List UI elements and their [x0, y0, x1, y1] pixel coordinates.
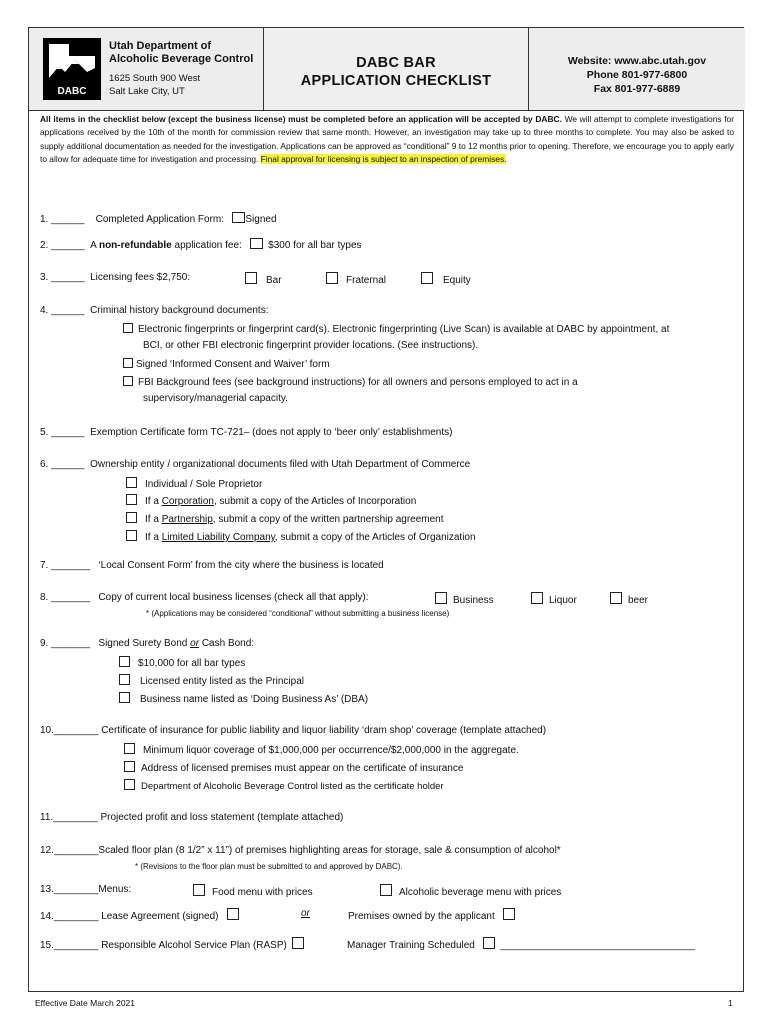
sub-label: Business name listed as ‘Doing Business As’ (DBA) — [140, 694, 369, 705]
item-number: 15.________ — [40, 940, 99, 951]
item-3 — [40, 272, 190, 284]
liquor-option — [531, 592, 577, 607]
sub-label: Individual / Sole Proprietor — [145, 479, 263, 490]
consent-checkbox[interactable] — [123, 358, 133, 368]
item-label: ‘Local Consent Form’ from the city where the business is located — [98, 560, 384, 571]
equity-option — [421, 272, 471, 287]
item-8 — [40, 592, 369, 604]
option-label: Fraternal — [346, 275, 387, 286]
item-label: Scaled floor plan (8 1/2” x 11”) of premises highlighting areas for storage, sale & consumption of alcohol* — [98, 845, 561, 856]
sub-label-underlined: Limited Liability Company — [161, 532, 275, 543]
intro-bold: All items in the checklist below (except the business license) must be completed before an application will be accepted by DABC. — [40, 114, 562, 124]
item-label: Copy of current local business licenses (check all that apply): — [98, 592, 369, 603]
item-label: Completed Application Form: — [95, 214, 225, 225]
alcohol-menu-checkbox[interactable] — [380, 884, 392, 896]
sub-label-post: , submit a copy of the Articles of Incorporation — [213, 496, 417, 507]
intro-body: We will attempt to complete investigations for applications received by the 10th of the month for commission review that same month. However, an investigation may take up to three months to complete. You may also be asked to supply additional documentation as needed for the investigation. Applications can be approved as “conditional” 9 to 12 months prior to opening. Therefore, we encourage you to apply early to allow for adequate time for investigation and processing. — [40, 114, 734, 165]
org-name — [109, 40, 253, 66]
fbi-fees-checkbox[interactable] — [123, 376, 133, 386]
liquor-checkbox[interactable] — [531, 592, 543, 604]
item-14 — [40, 908, 244, 923]
item-number: 3. ______ — [40, 272, 85, 283]
item-label: Lease Agreement (signed) — [101, 911, 219, 922]
beer-option — [610, 592, 648, 607]
item-4-sub-3-cont: supervisory/managerial capacity. — [143, 393, 288, 404]
bar-checkbox[interactable] — [245, 272, 257, 284]
item-number: 7. _______ — [40, 560, 91, 571]
item-10-sub-3 — [124, 779, 444, 793]
fingerprint-checkbox[interactable] — [123, 323, 133, 333]
owned-checkbox[interactable] — [503, 908, 515, 920]
item-12-note: * (Revisions to the floor plan must be submitted to and approved by DABC). — [135, 862, 403, 871]
item-number: 12.________ — [40, 845, 99, 856]
sub-label: Signed ‘Informed Consent and Waiver’ form — [136, 359, 330, 370]
owned-option — [348, 908, 520, 923]
item-label-post: Cash Bond: — [199, 638, 255, 649]
item-label-bold: non-refundable — [98, 240, 172, 251]
beer-checkbox[interactable] — [610, 592, 622, 604]
sub-label-pre: If a — [145, 496, 162, 507]
intro-highlight: Final approval for licensing is subject to an inspection of premises. — [260, 154, 507, 165]
option-label: Food menu with prices — [212, 887, 313, 898]
sub-label: $10,000 for all bar types — [138, 658, 246, 669]
page-title — [264, 54, 528, 90]
item-number: 6. ______ — [40, 459, 85, 470]
bar-option — [245, 272, 282, 287]
item-label: Ownership entity / organizational documents filed with Utah Department of Commerce — [90, 459, 471, 470]
item-9-sub-3 — [119, 692, 368, 706]
item-15 — [40, 937, 309, 952]
fax-text: Fax 801-977-6889 — [593, 83, 681, 95]
dabc-logo-icon — [43, 38, 101, 100]
sub-label-post: , submit a copy of the written partnership agreement — [212, 514, 444, 525]
item-6 — [40, 459, 470, 471]
llc-checkbox[interactable] — [126, 530, 137, 541]
item-label-post: application fee: — [171, 240, 242, 251]
item-9 — [40, 638, 254, 650]
option-label: $300 for all bar types — [268, 240, 362, 251]
item-number: 13.________ — [40, 884, 99, 895]
title-line2: APPLICATION CHECKLIST — [300, 73, 492, 89]
item-label: Projected profit and loss statement (template attached) — [100, 812, 344, 823]
option-label: Bar — [266, 275, 282, 286]
item-number: 8. _______ — [40, 592, 91, 603]
address-line2: Salt Lake City, UT — [109, 86, 185, 97]
item-number: 14.________ — [40, 911, 99, 922]
corporation-checkbox[interactable] — [126, 494, 137, 505]
item-label-pre: Signed Surety Bond — [98, 638, 191, 649]
item-2 — [40, 238, 362, 252]
item-number: 10.________ — [40, 725, 99, 736]
item-1 — [40, 212, 277, 226]
sub-label: FBI Background fees (see background instructions) for all owners and persons employed to act in a — [138, 377, 578, 388]
sole-proprietor-checkbox[interactable] — [126, 477, 137, 488]
org-line1: Utah Department of — [109, 40, 212, 52]
item-number: 2. ______ — [40, 240, 85, 251]
item-label: Certificate of insurance for public liability and liquor liability ‘dram shop’ coverage (template attached) — [101, 725, 547, 736]
address-line1: 1625 South 900 West — [109, 73, 201, 84]
item-number: 11.________ — [40, 812, 98, 823]
item-label-underlined: or — [190, 638, 200, 649]
item-number: 5. ______ — [40, 427, 85, 438]
item-9-sub-2 — [119, 674, 304, 688]
principal-checkbox[interactable] — [119, 674, 130, 685]
website-text: Website: www.abc.utah.gov — [567, 55, 707, 67]
sub-label-underlined: Partnership — [161, 514, 213, 525]
manager-training-option — [347, 937, 695, 952]
sub-label: Department of Alcoholic Beverage Control listed as the certificate holder — [141, 781, 444, 792]
alcohol-menu-option — [380, 884, 561, 899]
sub-label: Address of licensed premises must appear on the certificate of insurance — [141, 763, 464, 774]
title-line1: DABC BAR — [356, 55, 436, 71]
option-label: Liquor — [549, 595, 577, 606]
item-6-sub-4 — [126, 530, 476, 544]
sub-label-underlined: Corporation — [161, 496, 214, 507]
item-4-sub-1-cont: BCI, or other FBI electronic fingerprint provider locations. (See instructions). — [143, 340, 479, 351]
fraternal-checkbox[interactable] — [326, 272, 338, 284]
business-checkbox[interactable] — [435, 592, 447, 604]
item-6-sub-2 — [126, 494, 416, 508]
item-4 — [40, 305, 268, 317]
intro-paragraph — [40, 113, 734, 167]
item-11 — [40, 812, 343, 824]
option-label: beer — [628, 595, 649, 606]
partnership-checkbox[interactable] — [126, 512, 137, 523]
header-contact-cell — [529, 28, 745, 110]
org-line2: Alcoholic Beverage Control — [109, 53, 254, 65]
item-7 — [40, 560, 384, 572]
item-number: 9. _______ — [40, 638, 91, 649]
sub-label: Electronic fingerprints or fingerprint card(s). Electronic fingerprinting (Live Scan) is available at DABC by appointment, at — [138, 324, 670, 335]
item-label: Exemption Certificate form TC-721– (does not apply to ‘beer only’ establishments) — [90, 427, 453, 438]
item-label: Criminal history background documents: — [90, 305, 269, 316]
item-4-sub-3 — [123, 376, 578, 389]
option-label: Business — [453, 595, 494, 606]
page-number: 1 — [728, 998, 733, 1008]
effective-date: Effective Date March 2021 — [35, 998, 136, 1008]
sub-label: Minimum liquor coverage of $1,000,000 per occurrence/$2,000,000 in the aggregate. — [143, 745, 519, 756]
signed-checkbox[interactable] — [232, 212, 245, 223]
coverage-checkbox[interactable] — [124, 743, 135, 754]
org-address — [109, 72, 200, 98]
option-label: Signed — [245, 214, 277, 225]
phone-text: Phone 801-977-6800 — [586, 69, 688, 81]
sub-label: Licensed entity listed as the Principal — [140, 676, 304, 687]
item-8-note: * (Applications may be considered “conditional” without submitting a business license) — [146, 609, 450, 618]
lease-checkbox[interactable] — [227, 908, 239, 920]
item-label: Responsible Alcohol Service Plan (RASP) — [101, 940, 287, 951]
option-label: Premises owned by the applicant — [348, 911, 495, 922]
food-menu-option — [193, 884, 313, 899]
training-date-blank[interactable]: ___________________________________ — [500, 940, 695, 951]
item-5 — [40, 427, 452, 439]
header-org-cell — [29, 28, 264, 110]
header-title-cell — [264, 28, 529, 110]
food-menu-checkbox[interactable] — [193, 884, 205, 896]
item-4-sub-1 — [123, 323, 669, 336]
option-label: Alcoholic beverage menu with prices — [399, 887, 562, 898]
bond-amount-checkbox[interactable] — [119, 656, 130, 667]
holder-checkbox[interactable] — [124, 779, 135, 790]
item-label: Menus: — [98, 884, 132, 895]
or-text: or — [301, 908, 310, 919]
rasp-checkbox[interactable] — [292, 937, 304, 949]
item-10-sub-2 — [124, 761, 463, 775]
item-10 — [40, 725, 546, 737]
item-4-sub-2 — [123, 358, 330, 371]
item-label: Licensing fees $2,750: — [90, 272, 191, 283]
sub-label-pre: If a — [145, 532, 162, 543]
item-number: 4. ______ — [40, 305, 85, 316]
sub-label-pre: If a — [145, 514, 162, 525]
dba-checkbox[interactable] — [119, 692, 130, 703]
equity-checkbox[interactable] — [421, 272, 433, 284]
item-9-sub-1 — [119, 656, 245, 670]
item-10-sub-1 — [124, 743, 519, 757]
item-number: 1. ______ — [40, 214, 85, 225]
business-option — [435, 592, 494, 607]
contact-info — [529, 54, 745, 96]
header — [29, 28, 743, 111]
item-label-pre: A — [90, 240, 99, 251]
sub-label-post: , submit a copy of the Articles of Organization — [274, 532, 476, 543]
logo-text: DABC — [57, 86, 87, 97]
item-6-sub-3 — [126, 512, 444, 526]
option-label: Equity — [443, 275, 471, 286]
fraternal-option — [326, 272, 386, 287]
option-label: Manager Training Scheduled — [347, 940, 475, 951]
training-checkbox[interactable] — [483, 937, 495, 949]
item-12 — [40, 845, 561, 857]
item-6-sub-1 — [126, 477, 262, 491]
address-checkbox[interactable] — [124, 761, 135, 772]
item-13 — [40, 884, 131, 896]
fee-checkbox[interactable] — [250, 238, 263, 249]
